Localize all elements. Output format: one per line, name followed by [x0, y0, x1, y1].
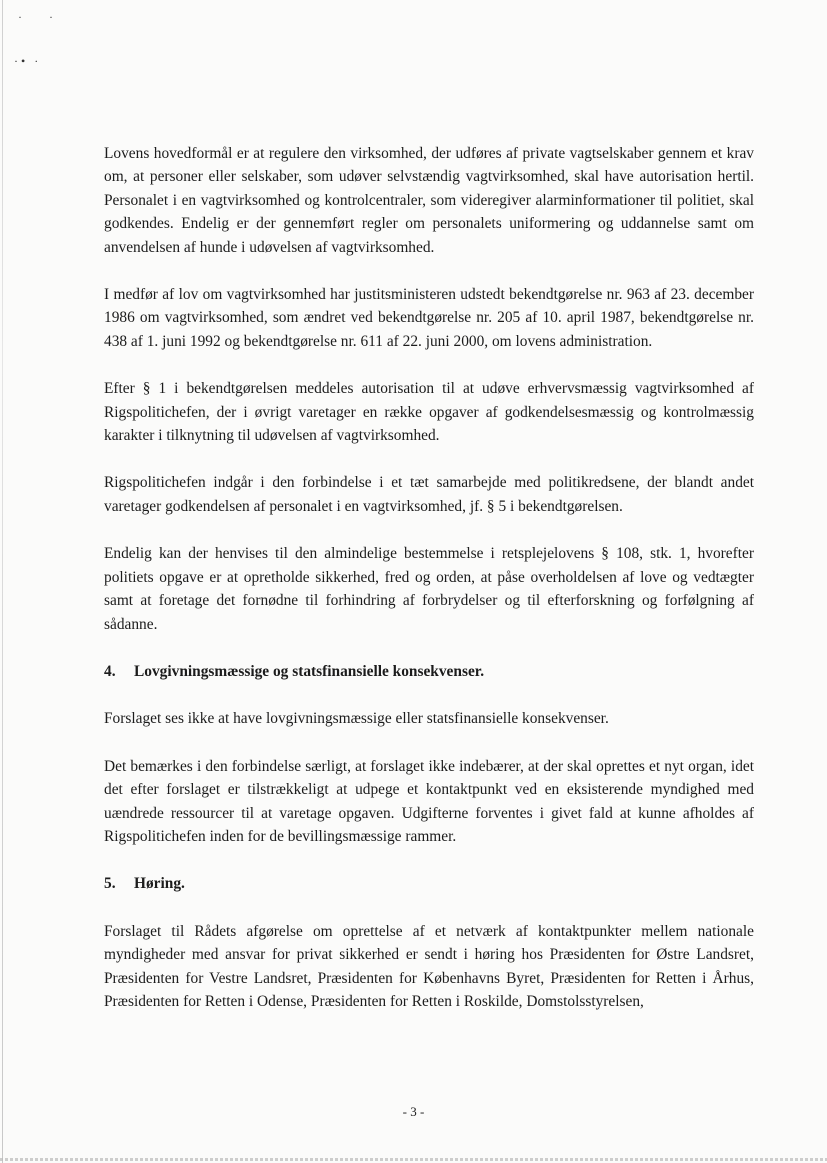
scan-edge [0, 1158, 827, 1161]
paragraph: Rigspolitichefen indgår i den forbindelse i et tæt samarbejde med politikredsene, der blandt andet varetager godkendelsen af personalet i en vagtvirksomhed, jf. § 5 i bekendtgørelsen. [104, 474, 754, 515]
paragraph: Forslaget til Rådets afgørelse om oprettelse af et netværk af kontaktpunkter mellem nationale myndigheder med ansvar for privat sikkerhed er sendt i høring hos Præsidenten for Østre Landsret, Præsidenten for Vestre Landsret, Præsidenten for Københavns Byret, Præsidenten for Retten i Århus, Præsidenten for Retten i Odense, Præsidenten for Retten i Roskilde, Domstolsstyrelsen, [104, 922, 754, 1010]
scan-speck: ·• · [14, 54, 42, 68]
section-number: 4. [104, 662, 116, 680]
section-heading [104, 660, 754, 683]
document-body [104, 142, 754, 1037]
section-number: 5. [104, 875, 116, 893]
paragraph: Det bemærkes i den forbindelse særligt, at forslaget ikke indebærer, at der skal oprettes et nyt organ, idet det efter forslaget er tilstrækkeligt at udpege et kontaktpunkt ved en eksisterende myndighed med uændrede ressourcer til at varetage opgaven. Udgifterne forventes i givet fald at kunne afholdes af Rigspolitichefen inden for de bevillingsmæssige rammer. [104, 757, 754, 845]
scan-speck: · · [18, 10, 65, 24]
paragraph: Lovens hovedformål er at regulere den virksomhed, der udføres af private vagtselskaber gennem et krav om, at personer eller selskaber, som udøver selvstændig vagtvirksomhed, skal have autorisation hertil. Personalet i en vagtvirksomhed og kontrolcentraler, som videregiver alarminformationer til politiet, skal godkendes. Endelig er der gennemført regler om personalets uniformering og uddannelse samt om anvendelsen af hunde i udøvelsen af vagtvirksomhed. [104, 145, 754, 256]
scan-edge [2, 0, 3, 1163]
paragraph: Endelig kan der henvises til den almindelige bestemmelse i retsplejelovens § 108, stk. 1, hvorefter politiets opgave er at opretholde sikkerhed, fred og orden, at påse overholdelsen af love og vedtægter samt at foretage det fornødne til forhindring af forbrydelser og til efterforskning og forfølgning af sådanne. [104, 545, 754, 633]
paragraph: Forslaget ses ikke at have lovgivningsmæssige eller statsfinansielle konsekvenser. [104, 710, 609, 728]
paragraph: I medfør af lov om vagtvirksomhed har justitsministeren udstedt bekendtgørelse nr. 963 af 23. december 1986 om vagtvirksomhed, som ændret ved bekendtgørelse nr. 205 af 10. april 1987, bekendtgørelse nr. 438 af 1. juni 1992 og bekendtgørelse nr. 611 af 22. juni 2000, om lovens administration. [104, 286, 754, 350]
paragraph: Efter § 1 i bekendtgørelsen meddeles autorisation til at udøve erhvervsmæssig vagtvirksomhed af Rigspolitichefen, der i øvrigt varetager en række opgaver af godkendelsesmæssig og kontrolmæssig karakter i tilknytning til udøvelsen af vagtvirksomhed. [104, 380, 754, 445]
section-title: Høring. [134, 875, 185, 893]
section-title: Lovgivningsmæssige og statsfinansielle konsekvenser. [134, 662, 485, 680]
page-number: - 3 - [402, 1104, 425, 1119]
section-heading [104, 872, 754, 895]
